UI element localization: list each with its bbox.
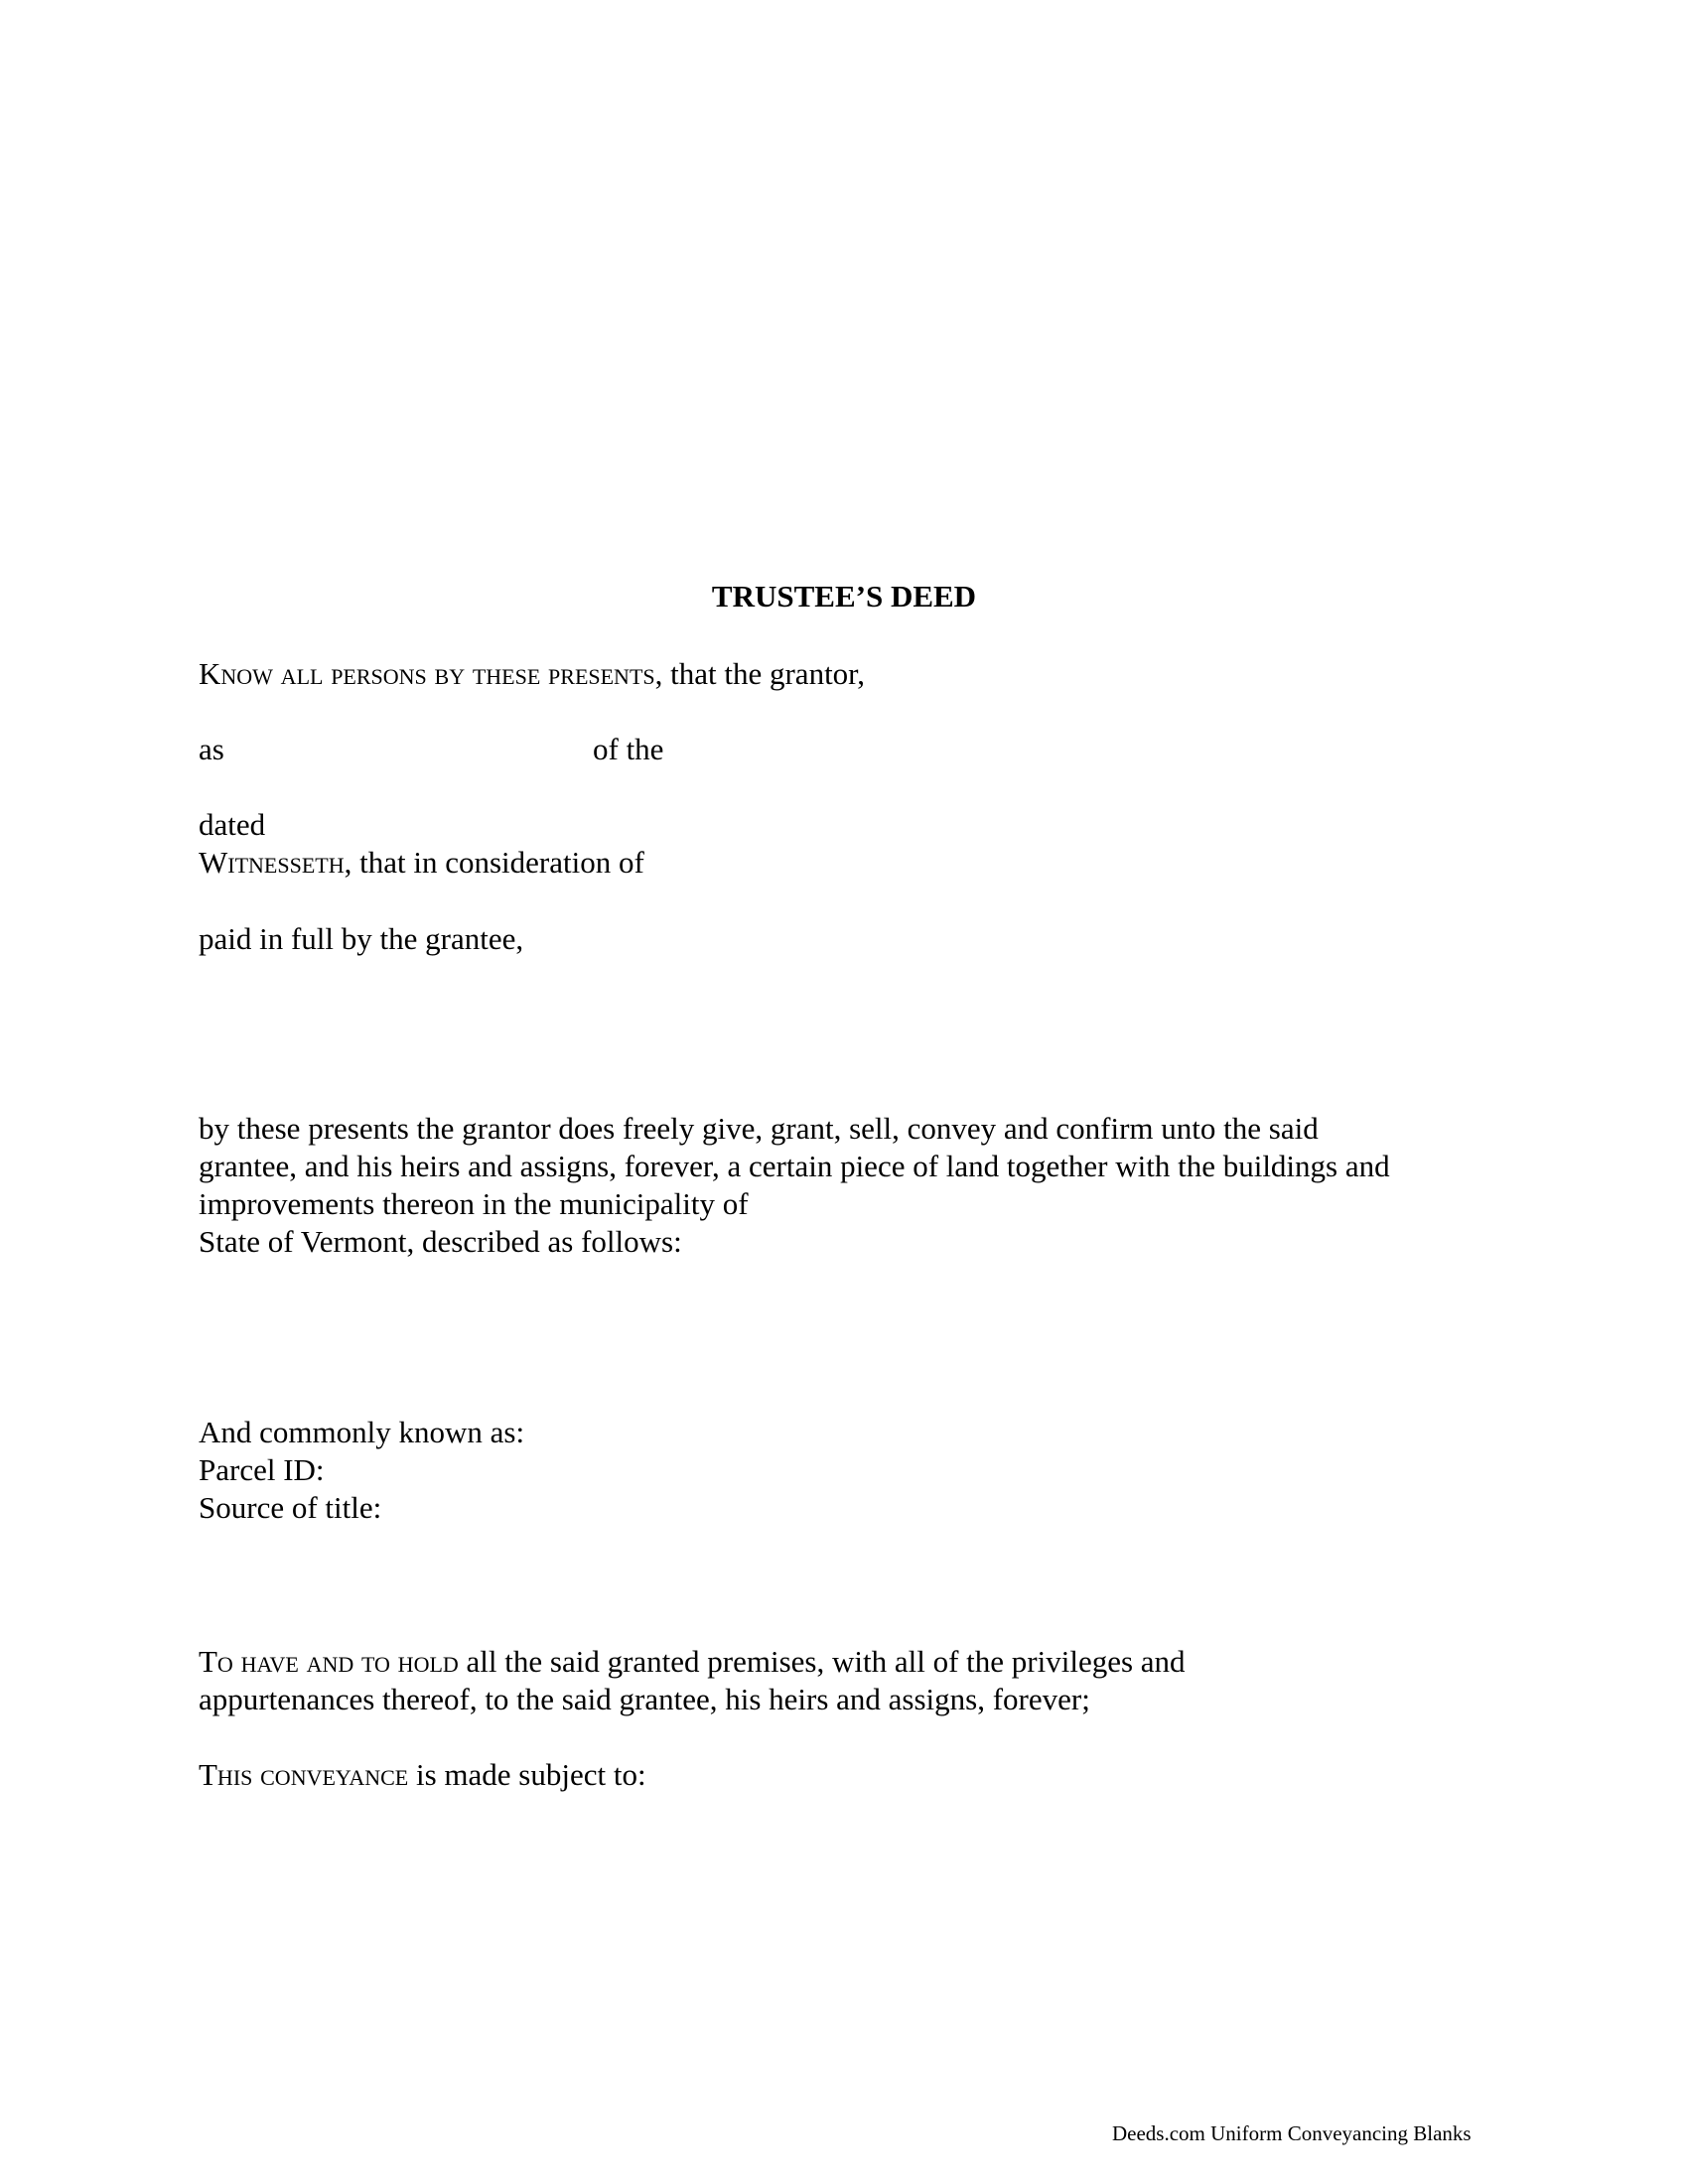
witnesseth-rest: , that in consideration of xyxy=(344,845,644,880)
intro-line xyxy=(199,655,865,693)
habendum-lead-to: To xyxy=(199,1644,233,1679)
conveyance-line-1: by these presents the grantor does freely give, grant, sell, convey and confirm unto the said xyxy=(199,1111,1319,1146)
parcel-id-label: Parcel ID: xyxy=(199,1452,325,1487)
footer-text: Deeds.com Uniform Conveyancing Blanks xyxy=(1112,2121,1472,2145)
source-of-title-label: Source of title: xyxy=(199,1490,382,1525)
document-title: TRUSTEE’S DEED xyxy=(711,579,977,614)
subject-to-lead: This conveyance xyxy=(199,1757,409,1792)
subject-to-rest: is made subject to: xyxy=(408,1757,646,1792)
intro-lead: Know all persons by these presents xyxy=(199,656,655,691)
paid-line: paid in full by the grantee, xyxy=(199,921,524,956)
habendum-line-1 xyxy=(199,1643,1186,1681)
as-label: as xyxy=(199,732,224,766)
commonly-known-label: And commonly known as: xyxy=(199,1415,525,1449)
intro-rest: , that the grantor, xyxy=(654,656,866,691)
subject-to-line xyxy=(199,1756,646,1794)
witnesseth-lead: Witnesseth xyxy=(199,845,345,880)
habendum-lead-have: have and to hold xyxy=(232,1644,459,1679)
conveyance-line-3: improvements thereon in the municipality of xyxy=(199,1186,749,1221)
conveyance-line-2: grantee, and his heirs and assigns, forever, a certain piece of land together with the buildings and xyxy=(199,1149,1390,1183)
witnesseth-line xyxy=(199,844,644,882)
conveyance-line-4: State of Vermont, described as follows: xyxy=(199,1224,682,1259)
habendum-line-2: appurtenances thereof, to the said grantee, his heirs and assigns, forever; xyxy=(199,1682,1090,1716)
of-the-label: of the xyxy=(593,732,664,766)
habendum-line1-rest: all the said granted premises, with all of the privileges and xyxy=(458,1644,1186,1679)
dated-label: dated xyxy=(199,807,266,842)
